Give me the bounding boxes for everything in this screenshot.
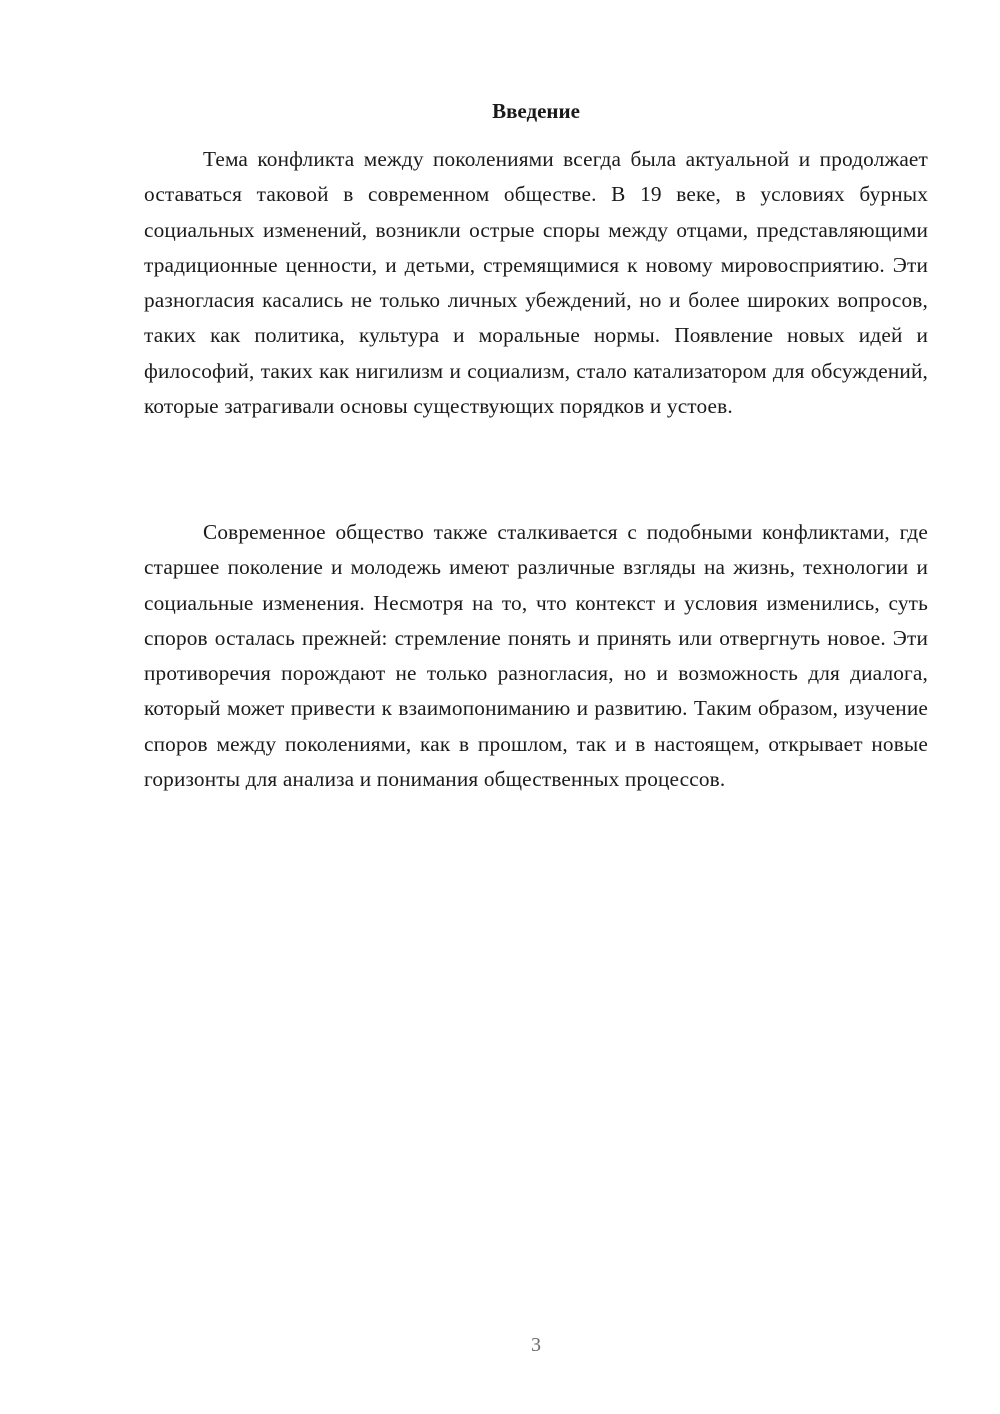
paragraph-1: Тема конфликта между поколениями всегда была актуальной и продолжает оставаться таковой в современном обществе. В 19 веке, в условиях бурных социальных изменений, возникли острые споры между отцами, представляющими традиционные ценности, и детьми, стремящимися к новому мировосприятию. Эти разногласия касались не только личных убеждений, но и более широких вопросов, таких как политика, культура и моральные нормы. Появление новых идей и философий, таких как нигилизм и социализм, стало катализатором для обсуждений, которые затрагивали основы существующих порядков и устоев. <box>144 147 928 419</box>
section-heading: Введение <box>492 99 580 123</box>
page-number: 3 <box>531 1334 541 1356</box>
paragraph-2: Современное общество также сталкивается с подобными конфликтами, где старшее поколение и молодежь имеют различные взгляды на жизнь, технологии и социальные изменения. Несмотря на то, что контекст и условия изменились, суть споров осталась прежней: стремление понять и принять или отвергнуть новое. Эти противоречия порождают не только разногласия, но и возможность для диалога, который может привести к взаимопониманию и развитию. Таким образом, изучение споров между поколениями, как в прошлом, так и в настоящем, открывает новые горизонты для анализа и понимания общественных процессов. <box>144 520 928 792</box>
